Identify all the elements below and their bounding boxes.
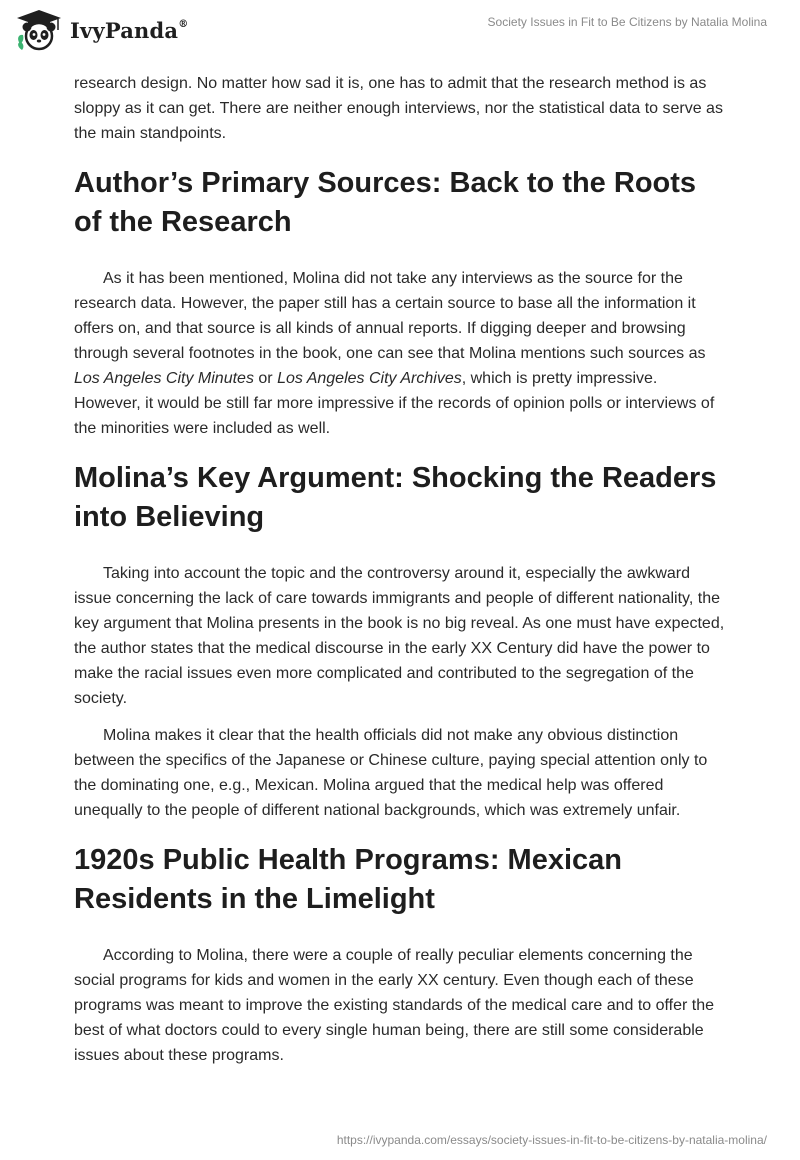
paragraph-primary-sources: As it has been mentioned, Molina did not take any interviews as the source for the research data. However, the paper still has a certain source to base all the information it offers on, and that source is all kinds of annual reports. If digging deeper and browsing through several footnotes in the book, one can see that Molina mentions such sources as Los Angeles City Minutes or Los Angeles City Archives, which is pretty impressive. However, it would be still far more impressive if the records of opinion polls or interviews of the minorities were included as well. (74, 270, 715, 437)
source-url[interactable]: https://ivypanda.com/essays/society-issues-in-fit-to-be-citizens-by-natalia-molina/ (336, 1133, 767, 1147)
essay-content (74, 71, 726, 1080)
intro-paragraph: research design. No matter how sad it is, one has to admit that the research method is as sloppy as it can get. There are neither enough interviews, nor the statistical data to serve as the main standpoints. (74, 75, 723, 142)
page-header (0, 0, 800, 72)
logo-text: IvyPanda® (70, 17, 189, 43)
panda-graduate-icon (14, 8, 64, 52)
document-title: Society Issues in Fit to Be Citizens by Natalia Molina (487, 15, 767, 29)
paragraph-key-argument-2: Molina makes it clear that the health officials did not make any obvious distinction between the specifics of the Japanese or Chinese culture, paying special attention only to the dominating one, e.g., Mexican. Molina argued that the medical help was offered unequally to the people of different national backgrounds, which was extremely unfair. (74, 727, 708, 819)
ivypanda-logo[interactable] (14, 8, 188, 52)
source-title-city-archives: Los Angeles City Archives (277, 370, 462, 387)
section-heading-public-health: 1920s Public Health Programs: Mexican Residents in the Limelight (74, 844, 622, 915)
source-title-city-minutes: Los Angeles City Minutes (74, 370, 254, 387)
paragraph-public-health: According to Molina, there were a couple of really peculiar elements concerning the social programs for kids and women in the early XX century. Even though each of these programs was meant to improve the existing standards of the medical care and to offer the best of what doctors could to every single human being, there are still some considerable issues about these programs. (74, 947, 715, 1064)
section-heading-key-argument: Molina’s Key Argument: Shocking the Readers into Believing (74, 462, 717, 533)
paragraph-key-argument-1: Taking into account the topic and the controversy around it, especially the awkward issue concerning the lack of care towards immigrants and people of different nationality, the key argument that Molina presents in the book is no big reveal. As one must have expected, the author states that the medical discourse in the early XX Century did have the power to make the racial issues even more complicated and contributed to the segregation of the society. (74, 565, 725, 707)
section-heading-primary-sources: Author’s Primary Sources: Back to the Roots of the Research (74, 167, 697, 238)
